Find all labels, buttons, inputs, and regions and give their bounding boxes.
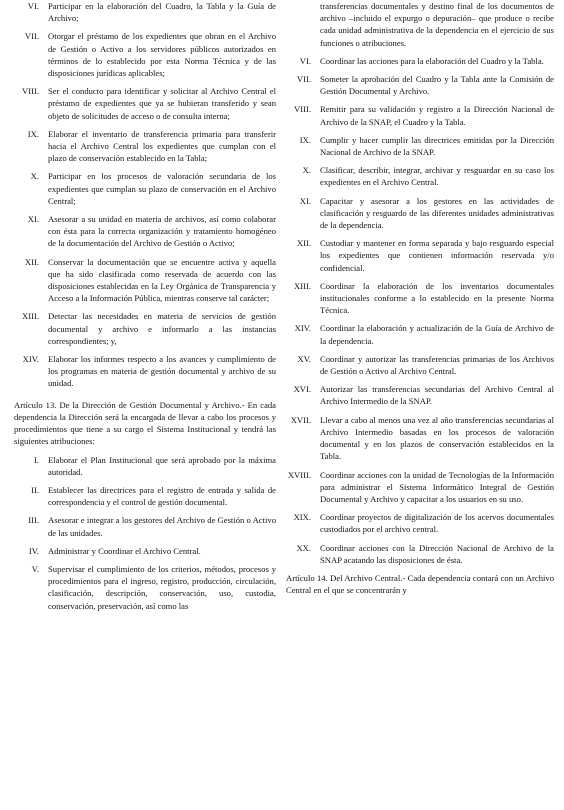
item-number: XVII. [290, 414, 311, 425]
item-number: VII. [24, 31, 39, 42]
item-text: Coordinar la elaboración de los inventarios documentales institucionales conforme a lo establecido en la presente Norma Técnica. [320, 280, 554, 316]
item-number: VIII. [294, 104, 311, 115]
item-text: Elaborar el Plan Institucional que será aprobado por la máxima autoridad. [48, 454, 276, 477]
list-item [286, 237, 554, 274]
list-item [286, 55, 554, 67]
list-item [14, 563, 276, 612]
item-text: Autorizar las transferencias secundarias del Archivo Central al Archivo Intermedio de la SNAP. [320, 384, 554, 407]
item-number: XVIII. [287, 469, 311, 480]
item-text: Llevar a cabo al menos una vez al año transferencias secundarias al Archivo Intermedio basadas en los procesos de valoración documental y en los plazos de conservación establecidos en la Tabla. [320, 414, 554, 462]
list-item [14, 256, 276, 305]
list-item [14, 484, 276, 508]
item-number: IX. [27, 128, 39, 139]
list-item [14, 85, 276, 122]
list-item [286, 134, 554, 158]
item-text: Someter la aprobación del Cuadro y la Tabla ante la Comisión de Gestión Documental y Archivo. [320, 74, 554, 97]
item-number: V. [31, 563, 39, 574]
item-text: Remitir para su validación y registro a la Dirección Nacional de Archivo de la SNAP, el Cuadro y la Tabla. [320, 104, 554, 127]
item-text: Elaborar los informes respecto a los avances y cumplimiento de los programas en materia de gestión documental y archivo de su unidad. [48, 354, 276, 389]
list-item [286, 542, 554, 566]
item-number: IV. [28, 545, 39, 556]
list-item [286, 322, 554, 346]
item-number: XX. [296, 542, 311, 553]
item-number: VI. [299, 55, 311, 66]
item-text: Clasificar, describir, integrar, archivar y resguardar en su caso los expedientes en el Archivo Central. [320, 165, 554, 188]
item-number: XI. [299, 195, 311, 206]
item-number: VII. [296, 74, 311, 85]
left-item-list-b [14, 454, 276, 612]
list-item [286, 280, 554, 317]
item-number: X. [302, 165, 311, 176]
item-number: XIV. [22, 354, 39, 365]
list-item [14, 0, 276, 24]
item-text: Cumplir y hacer cumplir las directrices emitidas por la Dirección Nacional de Archivo de la SNAP. [320, 134, 554, 158]
article-13-paragraph: Artículo 13. De la Dirección de Gestión Documental y Archivo.- En cada dependencia la Dirección será la encargada de llevar a cabo los procesos y procedimientos que tiene a su cargo el Sistema Institucional y tendrá las siguientes atribuciones: [14, 399, 276, 447]
item-number: VIII. [22, 86, 39, 97]
item-text: Coordinar acciones con la unidad de Tecnologías de la Información para administrar el Sistema Informático Integral de Gestión Documental y Archivo y capacitar a los usuarios en su uso. [320, 469, 554, 504]
right-column [286, 0, 554, 602]
list-item [14, 514, 276, 538]
item-text: Asesorar a su unidad en materia de archivos, así como colaborar con ésta para la correcta organización y tratamiento homogéneo de la documentación del Archivo de Gestión o Activo; [48, 214, 276, 249]
list-item [14, 310, 276, 347]
list-item [14, 545, 276, 557]
item-number: III. [28, 515, 39, 526]
continuation-paragraph: transferencias documentales y destino final de los documentos de archivo –incluido el expurgo o depuración– que produce o recibe cada unidad administrativa de la dependencia en el ejercicio de sus funciones o atribuciones. [320, 1, 554, 48]
item-text: Elaborar el inventario de transferencia primaria para transferir hacia el Archivo Central los expedientes que cumplan con el plazo de conservación establecido en la Tabla; [48, 128, 276, 164]
item-number: XIII. [22, 311, 39, 322]
list-item [14, 170, 276, 207]
item-text: Detectar las necesidades en materia de servicios de gestión documental y archivo e informarlo a las instancias correspondientes; y, [48, 311, 276, 346]
item-number: XVI. [293, 384, 311, 395]
item-text: Asesorar e integrar a los gestores del Archivo de Gestión o Activo de las unidades. [48, 515, 276, 538]
item-text: Otorgar el préstamo de los expedientes que obran en el Archivo de Gestión o Activo a los servidores públicos autorizados en términos de lo establecido por esta Norma Técnica y de las disposiciones jurídicas aplicables; [48, 31, 276, 79]
list-item [286, 195, 554, 232]
item-number: XIX. [293, 512, 311, 523]
item-text: Coordinar las acciones para la elaboración del Cuadro y la Tabla. [320, 55, 544, 66]
item-text: Coordinar proyectos de digitalización de los acervos documentales custodiados por el archivo central. [320, 512, 554, 535]
item-text: Ser el conducto para identificar y solicitar al Archivo Central el préstamo de expedientes que ya se hubieran transferido y sean objeto de solicitudes de acceso o de consulta interna; [48, 86, 276, 121]
item-text: Coordinar la elaboración y actualización de la Guía de Archivo de la dependencia. [320, 323, 554, 346]
list-item [14, 213, 276, 250]
item-number: XV. [297, 353, 311, 364]
list-item [286, 469, 554, 506]
item-text: Conservar la documentación que se encuentre activa y aquella que ha sido clasificada como reservada de acuerdo con las disposiciones establecidas en la Ley Orgánica de Transparencia y Acceso a la Información Pública, mientras conserve tal carácter; [48, 256, 276, 304]
item-number: I. [33, 454, 39, 465]
list-item [286, 414, 554, 463]
article-14-paragraph: Artículo 14. Del Archivo Central.- Cada dependencia contará con un Archivo Central en el que se concentrarán y [286, 572, 554, 596]
item-number: VI. [27, 1, 39, 11]
item-number: XII. [296, 238, 311, 249]
list-item [14, 30, 276, 79]
item-text: Participar en la elaboración del Cuadro, la Tabla y la Guía de Archivo; [48, 1, 276, 24]
right-item-list [286, 55, 554, 566]
list-item [286, 164, 554, 188]
item-number: X. [30, 171, 39, 182]
item-text: Establecer las directrices para el registro de entrada y salida de correspondencia y el control de gestión documental. [48, 484, 276, 508]
item-text: Coordinar y autorizar las transferencias primarias de los Archivos de Gestión o Activo al Archivo Central. [320, 353, 554, 377]
list-item [286, 103, 554, 127]
item-text: Custodiar y mantener en forma separada y bajo resguardo especial los expedientes que contienen información reservada y/o confidencial. [320, 238, 554, 273]
list-item [14, 128, 276, 165]
item-text: Administrar y Coordinar el Archivo Central. [48, 545, 201, 556]
item-text: Supervisar el cumplimiento de los criterios, métodos, procesos y procedimientos para el ingreso, registro, producción, circulación, clasificación, descripción, conservación, uso, custodia, conservación, preservación, así como las [48, 563, 276, 611]
item-number: XII. [24, 256, 39, 267]
left-column [14, 0, 276, 618]
list-item [14, 353, 276, 390]
item-number: XI. [27, 214, 39, 225]
item-number: II. [31, 484, 39, 495]
item-text: Coordinar acciones con la Dirección Nacional de Archivo de la SNAP acatando las disposiciones de ésta. [320, 542, 554, 565]
item-text: Participar en los procesos de valoración secundaria de los expedientes que cumplan su plazo de conservación en el Archivo Central; [48, 171, 276, 206]
list-item [14, 454, 276, 478]
list-item [286, 511, 554, 535]
list-item [286, 73, 554, 97]
left-item-list-a [14, 0, 276, 390]
item-text: Capacitar y asesorar a los gestores en las actividades de clasificación y resguardo de las diferentes unidades administrativas de la dependencia. [320, 195, 554, 231]
item-number: XIV. [294, 323, 311, 334]
list-item [286, 353, 554, 377]
list-item [286, 383, 554, 407]
item-number: IX. [299, 134, 311, 145]
item-number: XIII. [294, 280, 311, 291]
